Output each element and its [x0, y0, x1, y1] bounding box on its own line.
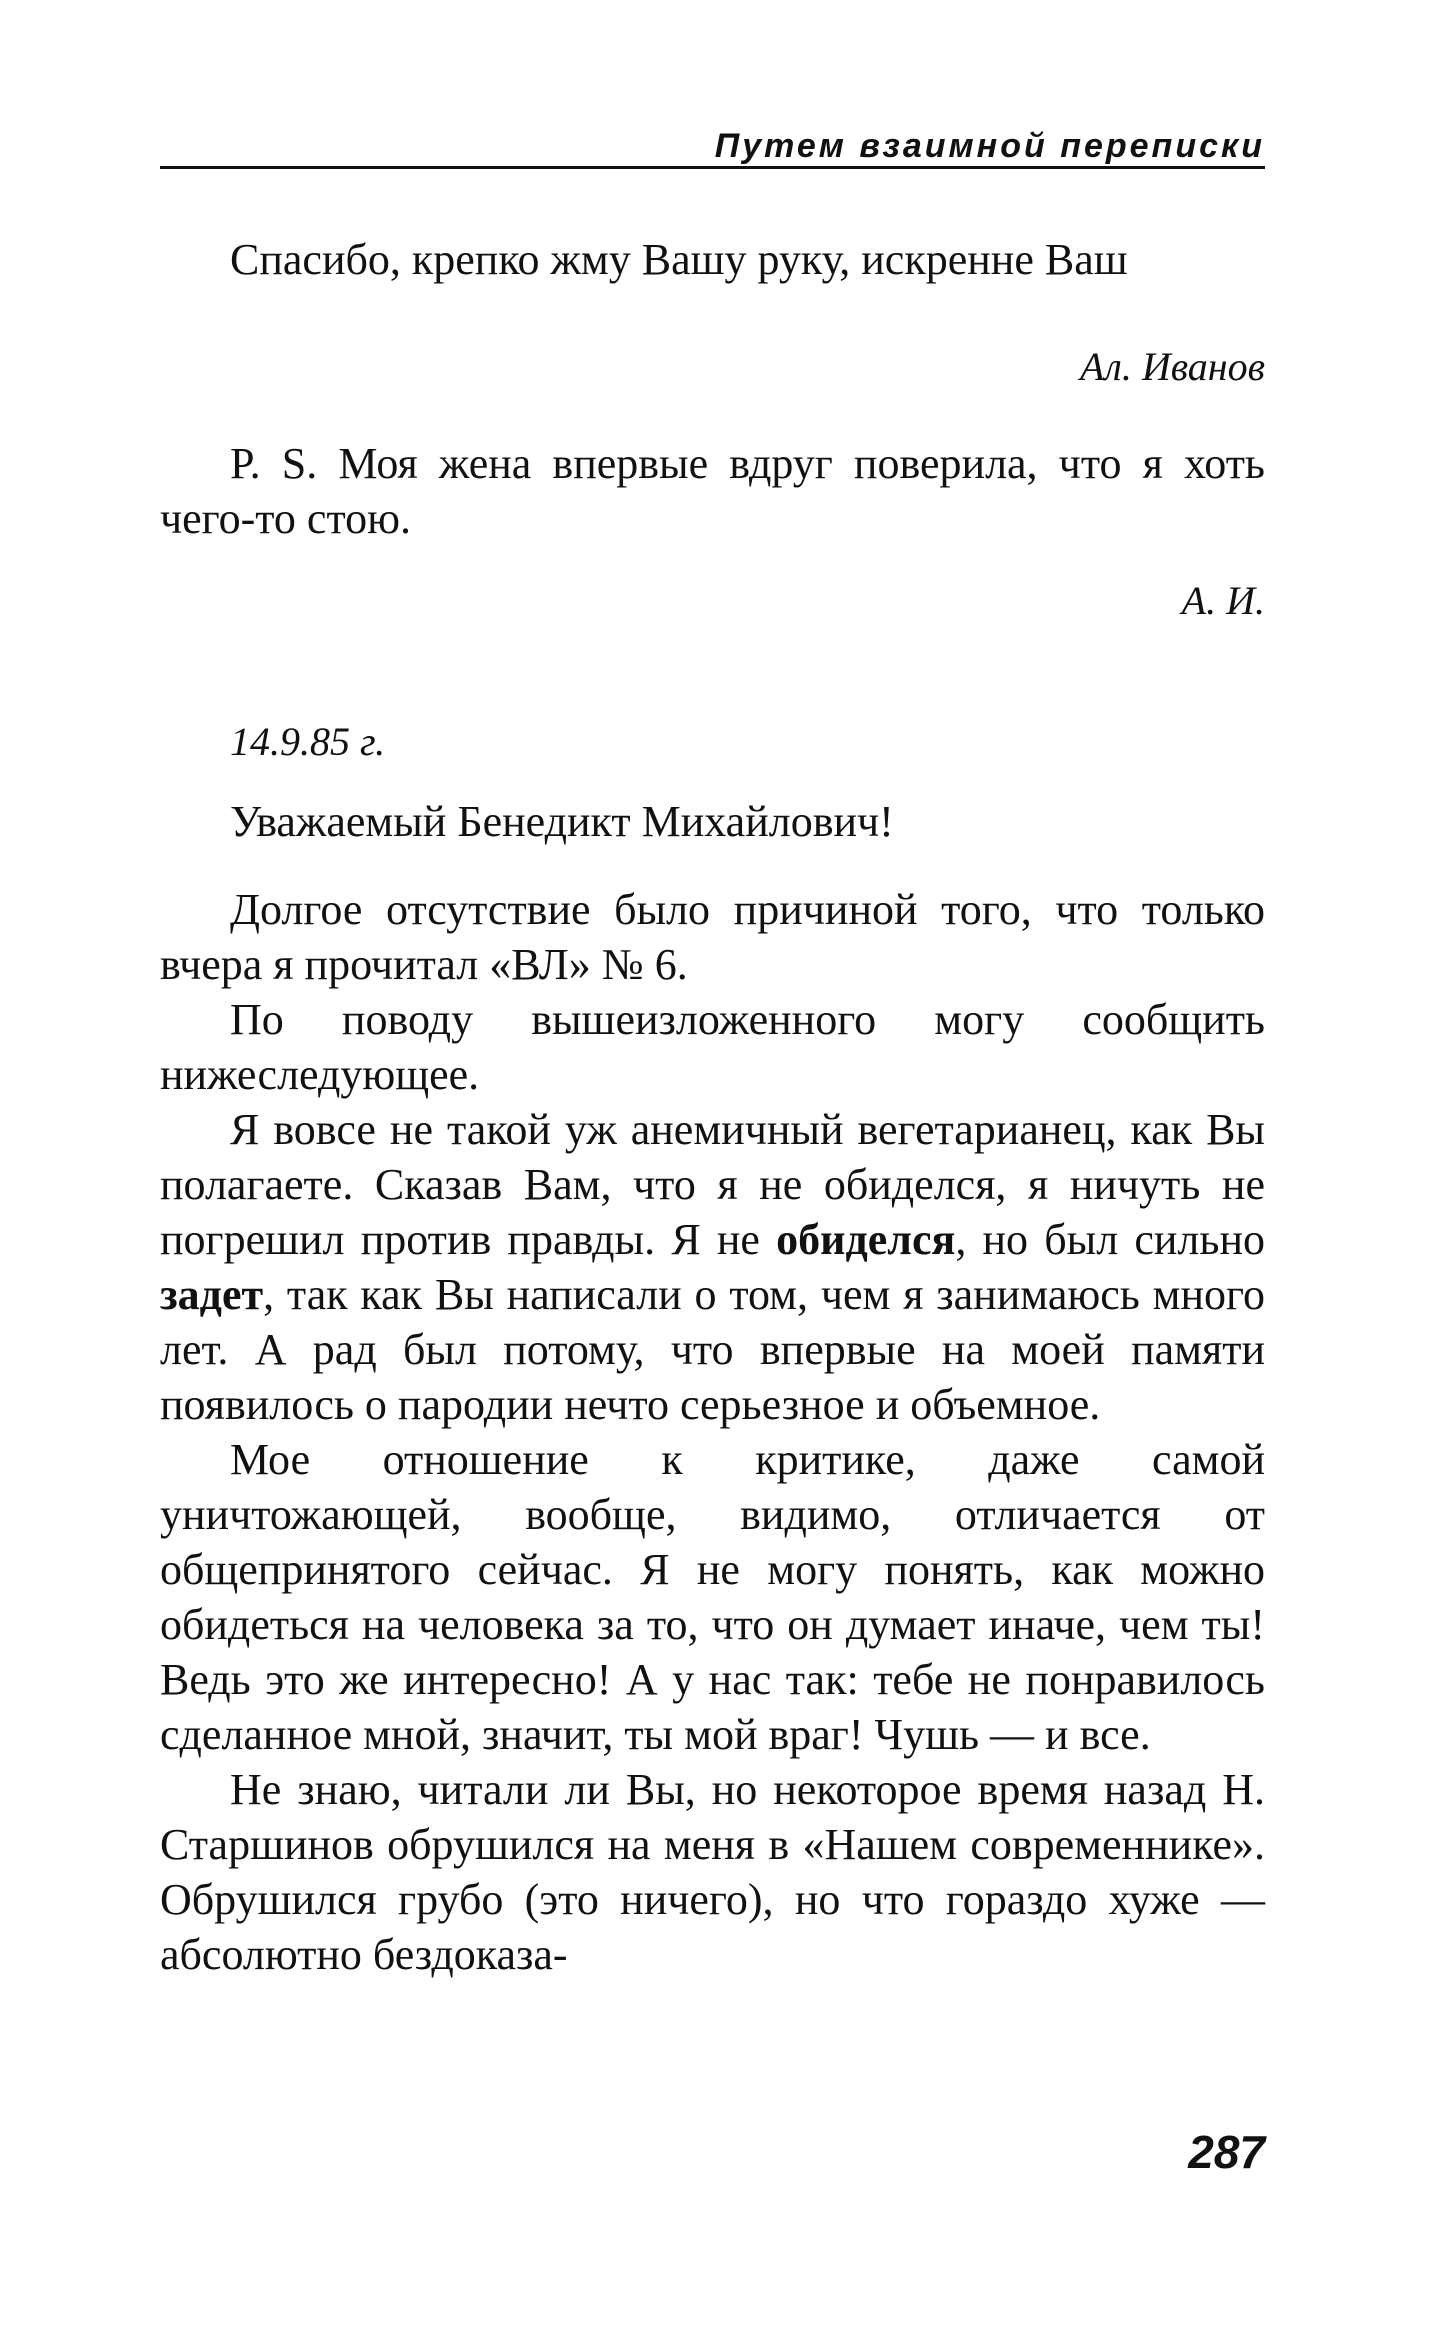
letter1-closing: Спасибо, крепко жму Вашу руку, искренне Ваш	[230, 235, 1128, 284]
letter1-postscript-block	[160, 436, 1265, 546]
letter2-body	[160, 882, 1265, 1982]
paragraph-3-text-b: , но был сильно	[955, 1215, 1265, 1264]
page-number: 287	[1188, 2126, 1265, 2178]
letter1-signature: Ал. Иванов	[1079, 344, 1265, 389]
letter2-date: 14.9.85 г.	[230, 719, 386, 764]
letter2-paragraph-5: Не знаю, читали ли Вы, но некоторое время назад Н. Старшинов обрушился на меня в «Нашем современнике». Обрушился грубо (это ничего), но что гораздо хуже — абсолютно бездоказа-	[160, 1765, 1265, 1979]
header-rule	[160, 166, 1265, 169]
letter1-postscript: P. S. Моя жена впервые вдруг поверила, что я хоть чего-то стою.	[160, 439, 1265, 543]
emphasis-zadet: задет	[160, 1270, 264, 1319]
letter2-paragraph-2: По поводу вышеизложенного могу сообщить нижеследующее.	[160, 995, 1265, 1099]
letter2-paragraph-3	[160, 1102, 1265, 1432]
letter1-postscript-initials: А. И.	[1181, 578, 1265, 623]
emphasis-obidelsya: обиделся	[776, 1215, 956, 1264]
running-head: Путем взаимной переписки	[714, 127, 1265, 165]
letter1-closing-block	[160, 232, 1265, 287]
letter2-paragraph-4: Мое отношение к критике, даже самой уничтожающей, вообще, видимо, отличается от общепринятого сейчас. Я не могу понять, как можно обидеться на человека за то, что он думает иначе, чем ты! Ведь это же интересно! А у нас так: тебе не понравилось сделанное мной, значит, ты мой враг! Чушь — и все.	[160, 1435, 1265, 1759]
paragraph-3-text-c: , так как Вы написали о том, чем я занимаюсь много лет. А рад был потому, что впервые на моей памяти появилось о пародии нечто серьезное и объемное.	[160, 1270, 1265, 1429]
paragraph-3-text-a: Я вовсе не такой уж анемичный вегетарианец, как Вы полагаете. Сказав Вам, что я не обиделся, я ничуть не погрешил против правды. Я не	[160, 1105, 1265, 1264]
letter2-salutation: Уважаемый Бенедикт Михайлович!	[230, 797, 894, 846]
letter2-paragraph-1: Долгое отсутствие было причиной того, что только вчера я прочитал «ВЛ» № 6.	[160, 885, 1265, 989]
